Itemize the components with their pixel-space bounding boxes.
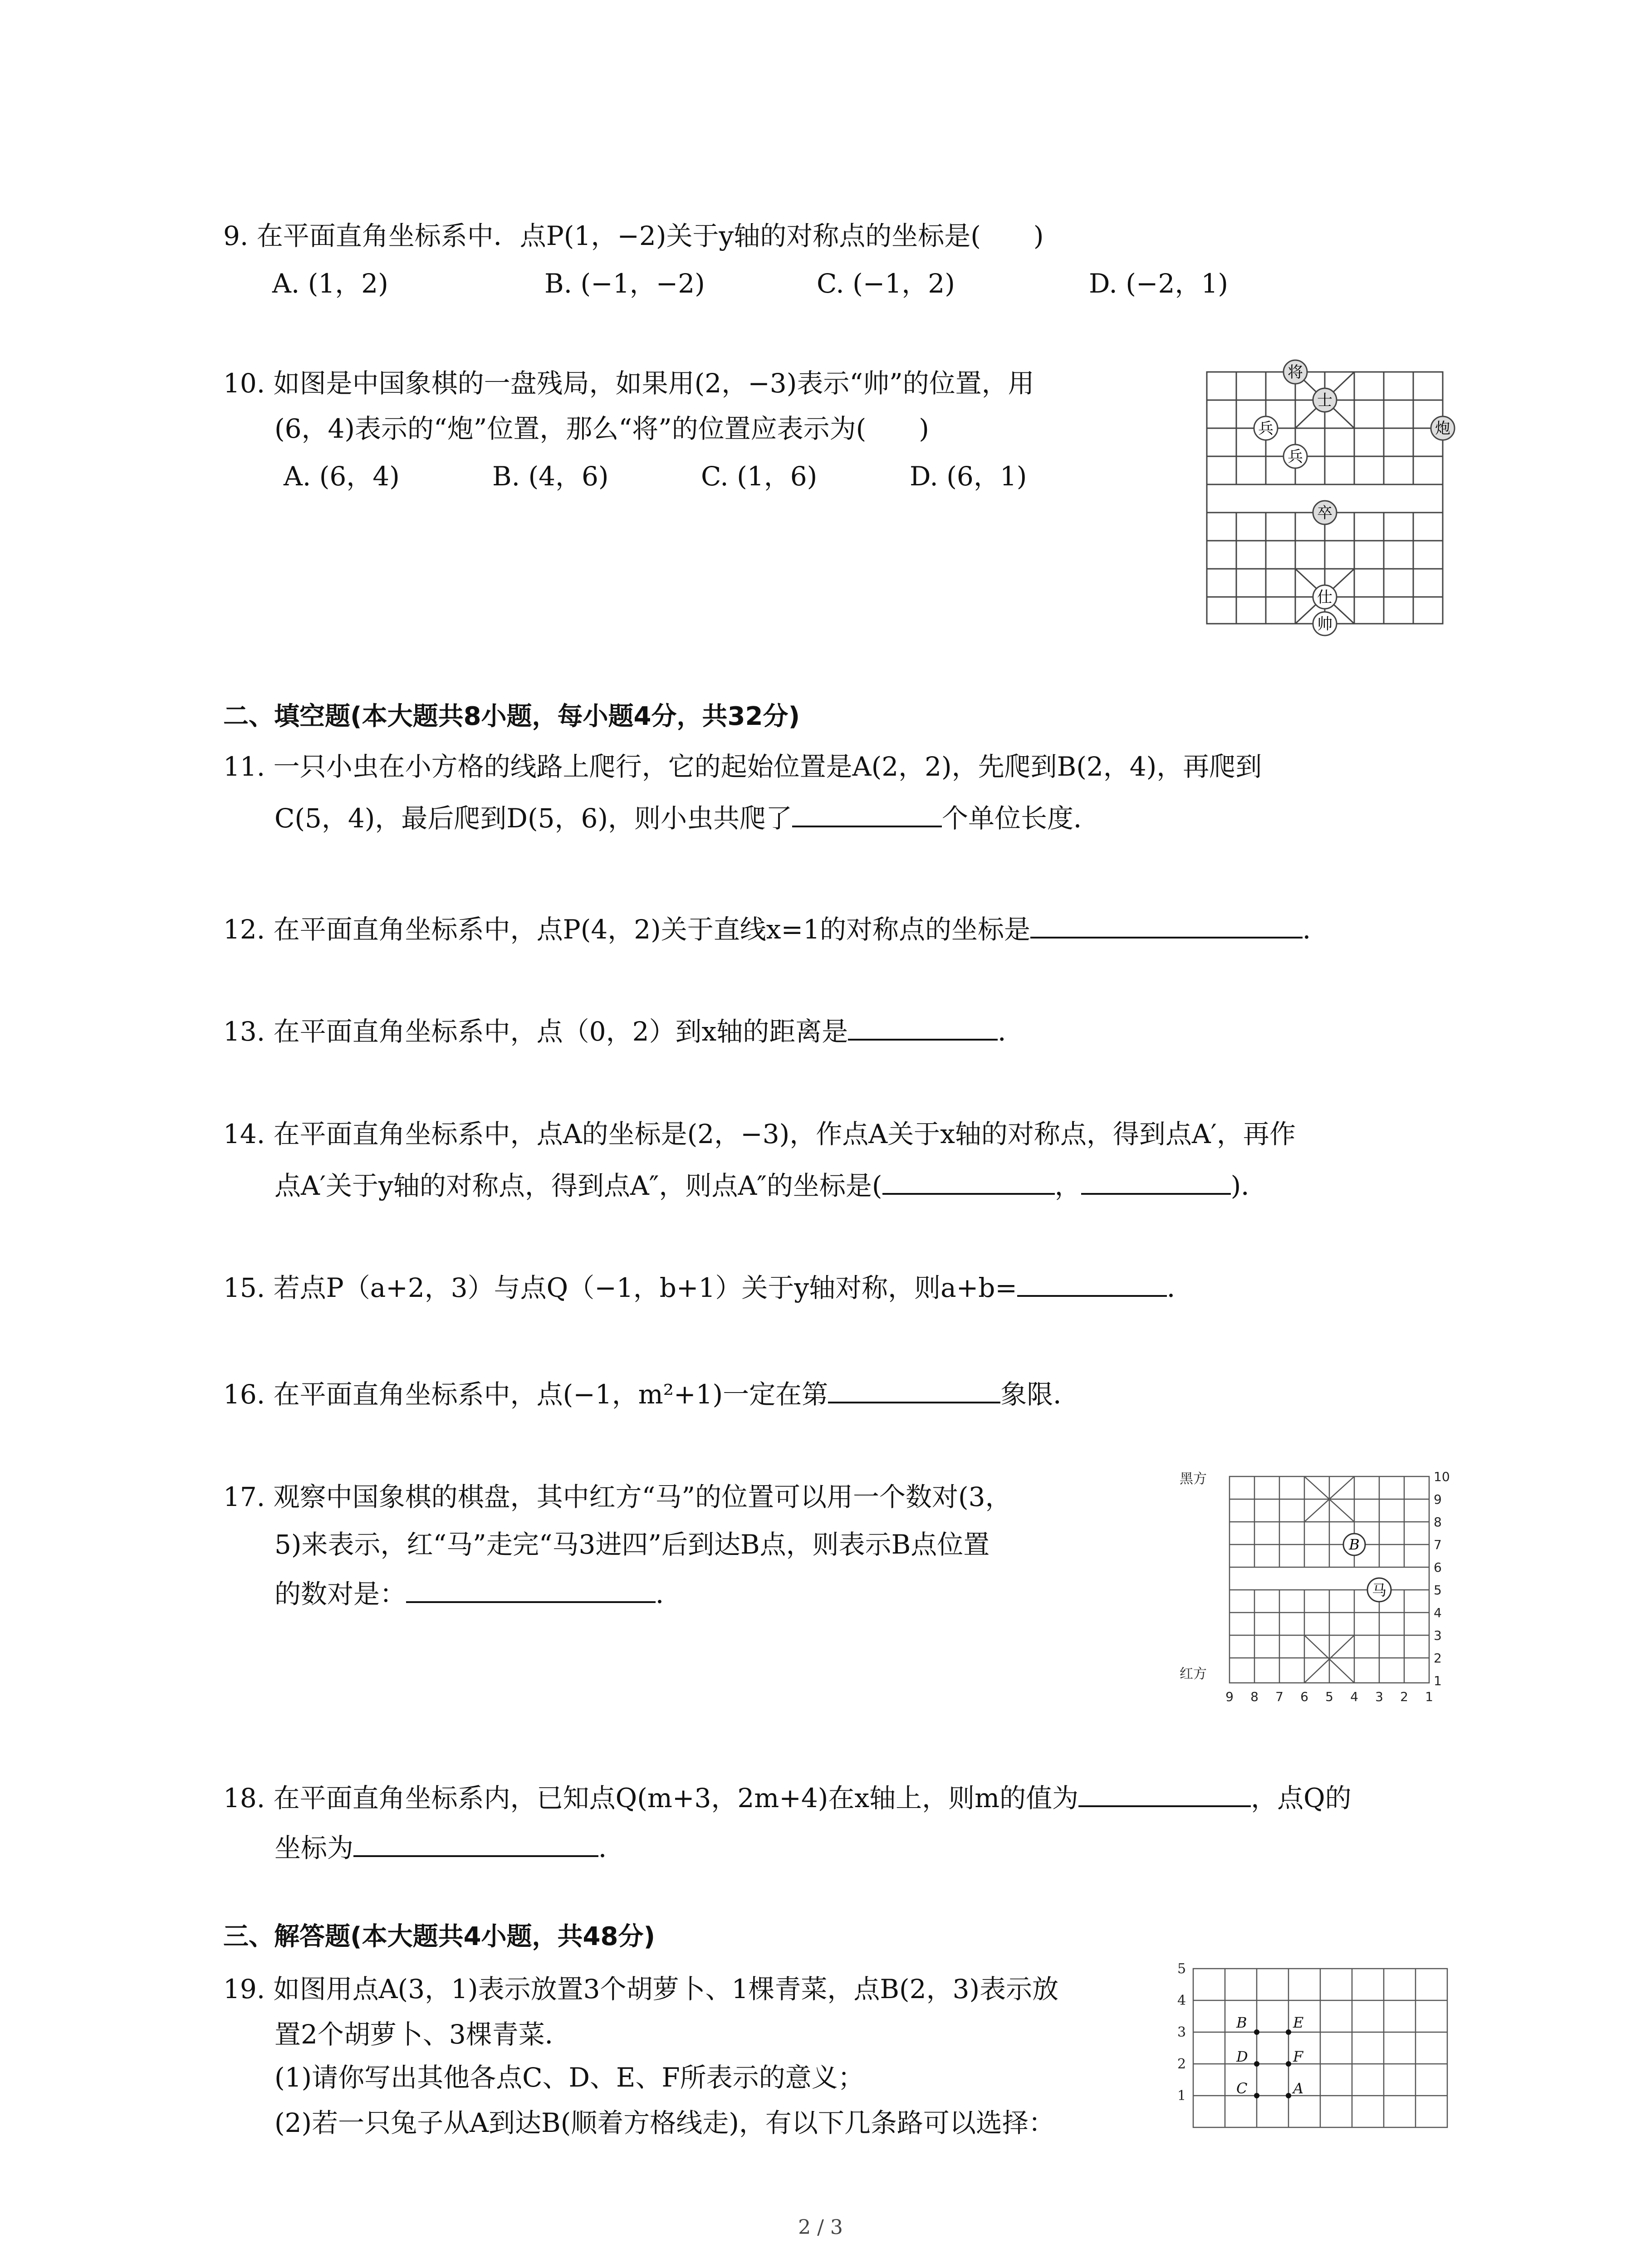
point-c-dot xyxy=(1254,2093,1259,2098)
point-b-dot xyxy=(1254,2029,1259,2035)
point-b-marker xyxy=(1343,1534,1365,1555)
q15-end: ． xyxy=(1167,1272,1194,1303)
q13-text: 13. 在平面直角坐标系中，点（0，2）到x轴的距离是 xyxy=(223,1016,848,1047)
q16-text: 16. 在平面直角坐标系中，点(−1，m²+1)一定在第 xyxy=(223,1379,828,1410)
q9-option-d: D. (−2，1) xyxy=(1089,268,1228,299)
q19-line1: 19. 如图用点A(3，1)表示放置3个胡萝卜、1棵青菜，点B(2，3)表示放 xyxy=(223,1974,1059,2004)
svg-text:10: 10 xyxy=(1434,1469,1450,1484)
q12-answer-blank[interactable] xyxy=(1030,909,1303,938)
svg-text:4: 4 xyxy=(1350,1689,1358,1704)
q11-answer-blank[interactable] xyxy=(792,798,942,827)
q11-line1: 11. 一只小虫在小方格的线路上爬行，它的起始位置是A(2，2)，先爬到B(2，4)，再爬到 xyxy=(223,751,1262,782)
piece-shuai xyxy=(1313,612,1337,635)
svg-text:炮: 炮 xyxy=(1435,420,1450,438)
q12-text: 12. 在平面直角坐标系中，点P(4，2)关于直线x=1的对称点的坐标是 xyxy=(223,914,1030,945)
svg-text:6: 6 xyxy=(1434,1560,1442,1575)
piece-zu xyxy=(1313,501,1337,524)
svg-text:2: 2 xyxy=(1400,1689,1408,1704)
q9-option-c: C. (−1，2) xyxy=(817,268,955,299)
piece-shi xyxy=(1313,388,1337,412)
point-a-label: A xyxy=(1293,2080,1304,2097)
piece-ma xyxy=(1367,1578,1391,1602)
q17-line1: 17. 观察中国象棋的棋盘，其中红方“马”的位置可以用一个数对(3， xyxy=(223,1481,1012,1512)
svg-text:1: 1 xyxy=(1425,1689,1433,1704)
q10-chess-board-figure xyxy=(1202,358,1456,640)
svg-text:5: 5 xyxy=(1434,1583,1442,1598)
q15-line xyxy=(223,1268,1193,1306)
svg-text:5: 5 xyxy=(1325,1689,1333,1704)
q16-end: 象限． xyxy=(1000,1379,1080,1410)
red-side-label: 红方 xyxy=(1180,1666,1207,1682)
svg-text:士: 士 xyxy=(1317,391,1332,410)
svg-text:帅: 帅 xyxy=(1317,615,1332,633)
q13-answer-blank[interactable] xyxy=(848,1012,998,1041)
q10-option-c: C. (1，6) xyxy=(701,461,818,492)
q16-answer-blank[interactable] xyxy=(828,1374,1000,1403)
q19-y-labels xyxy=(1177,1961,1186,2104)
q9-options xyxy=(272,265,1228,302)
piece-bing-1 xyxy=(1254,416,1278,440)
svg-text:仕: 仕 xyxy=(1317,588,1332,606)
black-side-label: 黑方 xyxy=(1180,1471,1207,1487)
q13-line xyxy=(223,1012,1024,1050)
q11-text: C(5，4)，最后爬到D(5，6)，则小虫共爬了 xyxy=(274,803,792,834)
q13-end: ． xyxy=(998,1016,1024,1047)
piece-bing-2 xyxy=(1283,445,1307,468)
point-e-label: E xyxy=(1293,2014,1304,2031)
board-right-numbers xyxy=(1434,1469,1450,1688)
q10-line1: 10. 如图是中国象棋的一盘残局，如果用(2，−3)表示“帅”的位置，用 xyxy=(223,368,1034,399)
svg-text:1: 1 xyxy=(1177,2088,1186,2104)
q10-options xyxy=(284,458,1027,494)
q10-line2: (6，4)表示的“炮”位置，那么“将”的位置应表示为( ) xyxy=(274,413,929,444)
q17-answer-blank[interactable] xyxy=(406,1574,656,1603)
point-b-label: B xyxy=(1236,2014,1247,2031)
q18-answer-blank-m[interactable] xyxy=(1078,1778,1251,1807)
point-c-label: C xyxy=(1236,2080,1248,2097)
q18-line1 xyxy=(223,1778,1352,1816)
point-d-label: D xyxy=(1236,2048,1248,2065)
q9-option-b: B. (−1，−2) xyxy=(544,268,705,299)
svg-text:将: 将 xyxy=(1288,363,1303,381)
svg-text:3: 3 xyxy=(1375,1689,1383,1704)
piece-pao xyxy=(1431,416,1455,440)
q18-line2 xyxy=(274,1828,625,1866)
svg-text:卒: 卒 xyxy=(1317,504,1332,522)
q18-text-3: 坐标为 xyxy=(274,1833,354,1863)
svg-text:4: 4 xyxy=(1177,1993,1186,2009)
q10-option-a: A. (6，4) xyxy=(284,461,400,492)
q11-unit: 个单位长度． xyxy=(942,803,1100,834)
q14-end: )． xyxy=(1230,1170,1268,1201)
q15-text: 15. 若点P（a+2，3）与点Q（−1，b+1）关于y轴对称，则a+b= xyxy=(223,1272,1018,1303)
q19-line3: (1)请你写出其他各点C、D、E、F所表示的意义； xyxy=(274,2062,864,2093)
svg-text:9: 9 xyxy=(1434,1492,1442,1507)
point-f-dot xyxy=(1286,2061,1291,2067)
q19-line4: (2)若一只兔子从A到达B(顺着方格线走)，有以下几条路可以选择： xyxy=(274,2107,1055,2138)
q17-chess-board-figure xyxy=(1180,1467,1461,1712)
q19-grid-figure xyxy=(1175,1960,1456,2141)
point-e-dot xyxy=(1286,2029,1291,2035)
q12-end: ． xyxy=(1302,914,1329,945)
section-3-heading: 三、解答题(本大题共4小题，共48分) xyxy=(223,1922,656,1951)
q18-text-2: ，点Q的 xyxy=(1251,1783,1352,1813)
svg-text:8: 8 xyxy=(1434,1515,1442,1530)
svg-text:3: 3 xyxy=(1177,2024,1186,2040)
q19-line2: 置2个胡萝卜、3棵青菜． xyxy=(274,2019,571,2050)
q9-stem: 9. 在平面直角坐标系中．点P(1，−2)关于y轴的对称点的坐标是( ) xyxy=(223,220,1044,251)
q14-text: 点A′关于y轴的对称点，得到点A″，则点A″的坐标是( xyxy=(274,1170,882,1201)
svg-text:兵: 兵 xyxy=(1288,448,1303,466)
page-number: 2 / 3 xyxy=(798,2216,843,2239)
point-d-dot xyxy=(1254,2061,1259,2067)
svg-text:2: 2 xyxy=(1177,2056,1186,2072)
q14-comma: ， xyxy=(1054,1170,1081,1201)
q17-text: 的数对是： xyxy=(274,1579,407,1609)
svg-text:兵: 兵 xyxy=(1258,420,1274,438)
q10-option-d: D. (6，1) xyxy=(910,461,1027,492)
point-f-label: F xyxy=(1293,2048,1303,2065)
svg-text:4: 4 xyxy=(1434,1605,1442,1620)
q17-line3 xyxy=(274,1574,682,1612)
q14-line2 xyxy=(274,1166,1267,1204)
q18-text: 18. 在平面直角坐标系内，已知点Q(m+3，2m+4)在x轴上，则m的值为 xyxy=(223,1783,1079,1813)
piece-shi-red xyxy=(1313,585,1337,609)
q14-answer-blank-x[interactable] xyxy=(882,1166,1055,1195)
svg-text:8: 8 xyxy=(1250,1689,1259,1704)
q11-line2 xyxy=(274,798,1100,836)
q14-answer-blank-y[interactable] xyxy=(1081,1166,1231,1195)
q14-line1: 14. 在平面直角坐标系中，点A的坐标是(2，−3)，作点A关于x轴的对称点，得到点A′，再作 xyxy=(223,1119,1296,1149)
svg-text:2: 2 xyxy=(1434,1651,1442,1666)
q12-line xyxy=(223,909,1329,948)
svg-text:马: 马 xyxy=(1372,1582,1387,1599)
svg-text:6: 6 xyxy=(1300,1689,1308,1704)
svg-text:B: B xyxy=(1349,1536,1360,1553)
section-2-heading: 二、填空题(本大题共8小题，每小题4分，共32分) xyxy=(223,702,800,731)
svg-text:3: 3 xyxy=(1434,1628,1442,1643)
point-a-dot xyxy=(1286,2093,1291,2098)
q9-option-a: A. (1，2) xyxy=(272,268,388,299)
svg-text:7: 7 xyxy=(1275,1689,1283,1704)
svg-text:9: 9 xyxy=(1225,1689,1234,1704)
q10-option-b: B. (4，6) xyxy=(492,461,609,492)
q15-answer-blank[interactable] xyxy=(1017,1268,1167,1297)
q18-end: ． xyxy=(598,1833,625,1863)
q16-line xyxy=(223,1374,1079,1413)
board-bottom-numbers xyxy=(1225,1689,1433,1704)
q17-line2: 5)来表示，红“马”走完“马3进四”后到达B点，则表示B点位置 xyxy=(274,1529,990,1560)
piece-jiang xyxy=(1283,360,1307,384)
q17-end: ． xyxy=(656,1579,682,1609)
q18-answer-blank-q[interactable] xyxy=(353,1828,598,1857)
svg-text:7: 7 xyxy=(1434,1537,1442,1552)
svg-text:1: 1 xyxy=(1434,1673,1442,1688)
svg-text:5: 5 xyxy=(1177,1961,1186,1977)
